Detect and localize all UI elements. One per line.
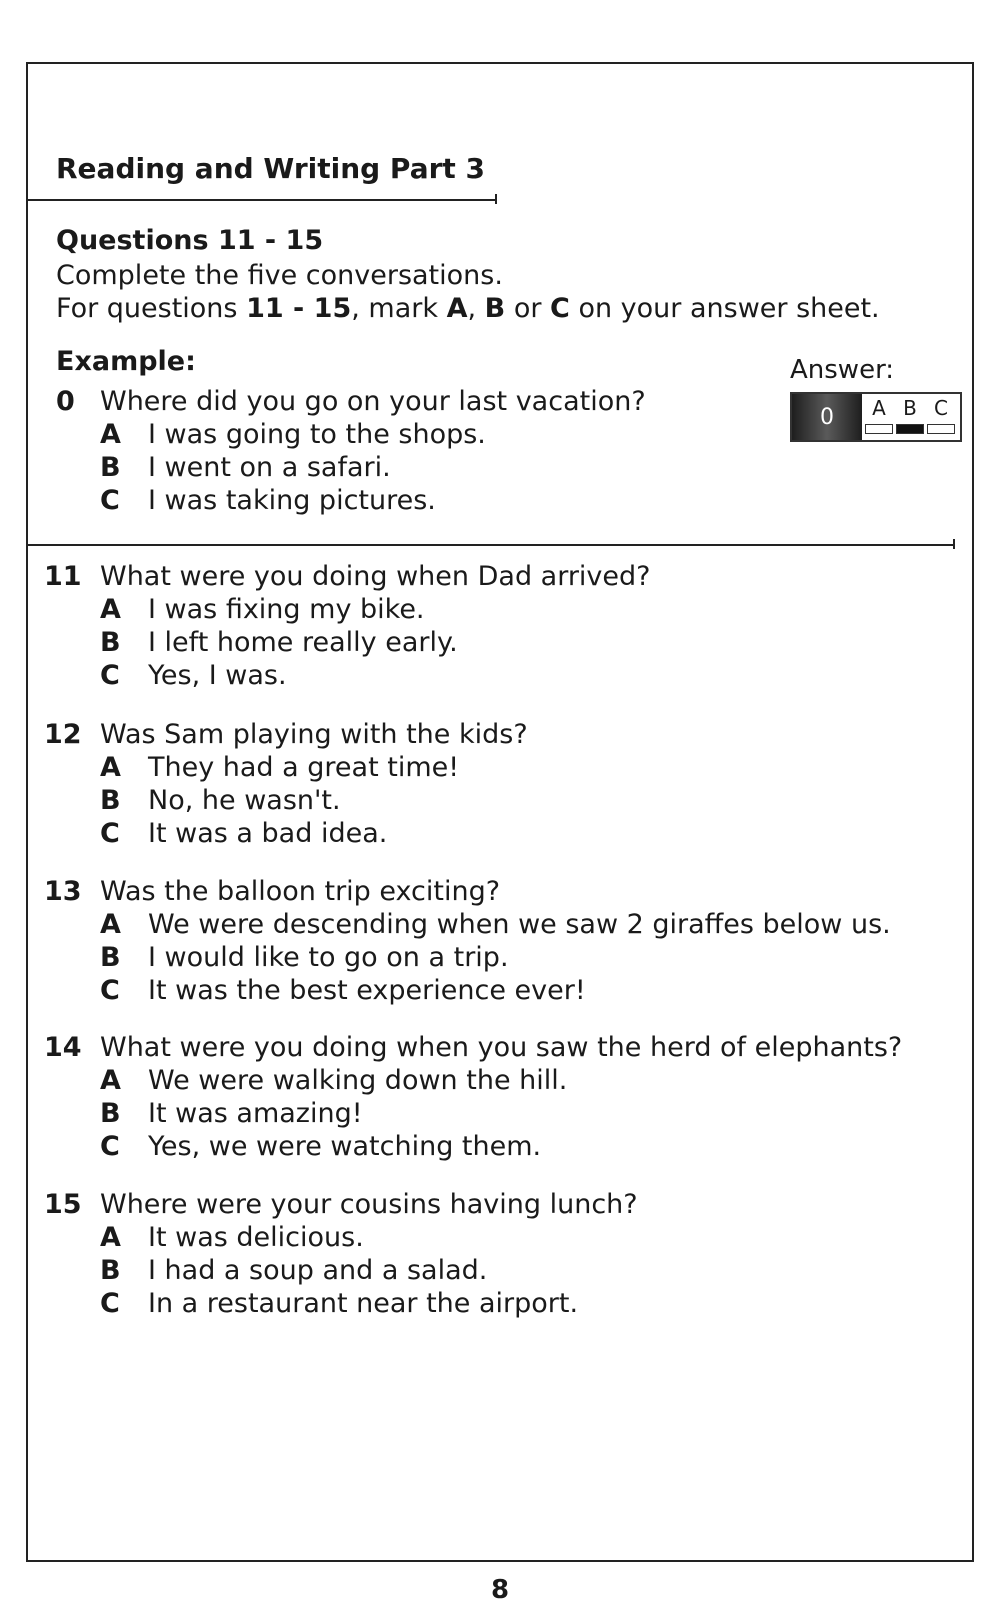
question-number: 12 <box>44 719 82 750</box>
option-row: A We were descending when we saw 2 giraffes below us. <box>100 909 891 940</box>
option-row: B I had a soup and a salad. <box>100 1255 488 1286</box>
instruction-2: For questions 11 - 15, mark A, B or C on your answer sheet. <box>56 293 880 324</box>
page-number: 8 <box>490 1575 510 1605</box>
answer-bubble-b <box>896 424 924 434</box>
answer-number: 0 <box>792 394 862 440</box>
option-row: A We were walking down the hill. <box>100 1065 568 1096</box>
option-row: A I was going to the shops. <box>100 419 486 450</box>
option-row: B I would like to go on a trip. <box>100 942 509 973</box>
question-text: What were you doing when Dad arrived? <box>100 561 651 592</box>
example-label: Example: <box>56 346 196 377</box>
question-number: 15 <box>44 1189 82 1220</box>
answer-letter: C <box>934 396 948 420</box>
option-row: A It was delicious. <box>100 1222 364 1253</box>
instruction-1: Complete the five conversations. <box>56 260 503 291</box>
answer-letter: B <box>903 396 917 420</box>
option-row: C It was a bad idea. <box>100 818 388 849</box>
option-row: B No, he wasn't. <box>100 785 341 816</box>
question-number: 13 <box>44 876 82 907</box>
option-row: A They had a great time! <box>100 752 460 783</box>
questions-range: Questions 11 - 15 <box>56 225 324 256</box>
answer-example-box <box>790 392 962 442</box>
example-divider <box>27 544 955 546</box>
question-text: Was the balloon trip exciting? <box>100 876 501 907</box>
option-row: B I left home really early. <box>100 627 458 658</box>
answer-options <box>862 394 960 440</box>
option-row: B It was amazing! <box>100 1098 363 1129</box>
question-text: Where were your cousins having lunch? <box>100 1189 638 1220</box>
option-row: C Yes, I was. <box>100 660 287 691</box>
question-text: Was Sam playing with the kids? <box>100 719 528 750</box>
question-text: What were you doing when you saw the herd of elephants? <box>100 1032 903 1063</box>
question-text: Where did you go on your last vacation? <box>100 386 646 417</box>
option-row: C It was the best experience ever! <box>100 975 586 1006</box>
answer-letter: A <box>872 396 886 420</box>
question-number: 14 <box>44 1032 82 1063</box>
part-title: Reading and Writing Part 3 <box>56 152 486 185</box>
question-number: 11 <box>44 561 82 592</box>
option-row: A I was fixing my bike. <box>100 594 425 625</box>
question-number: 0 <box>56 386 75 417</box>
option-row: C Yes, we were watching them. <box>100 1131 542 1162</box>
answer-bubble-a <box>865 424 893 434</box>
answer-label: Answer: <box>790 355 895 385</box>
answer-bubble-c <box>927 424 955 434</box>
option-row: C I was taking pictures. <box>100 485 436 516</box>
title-divider <box>27 199 497 201</box>
option-row: C In a restaurant near the airport. <box>100 1288 579 1319</box>
option-row: B I went on a safari. <box>100 452 391 483</box>
